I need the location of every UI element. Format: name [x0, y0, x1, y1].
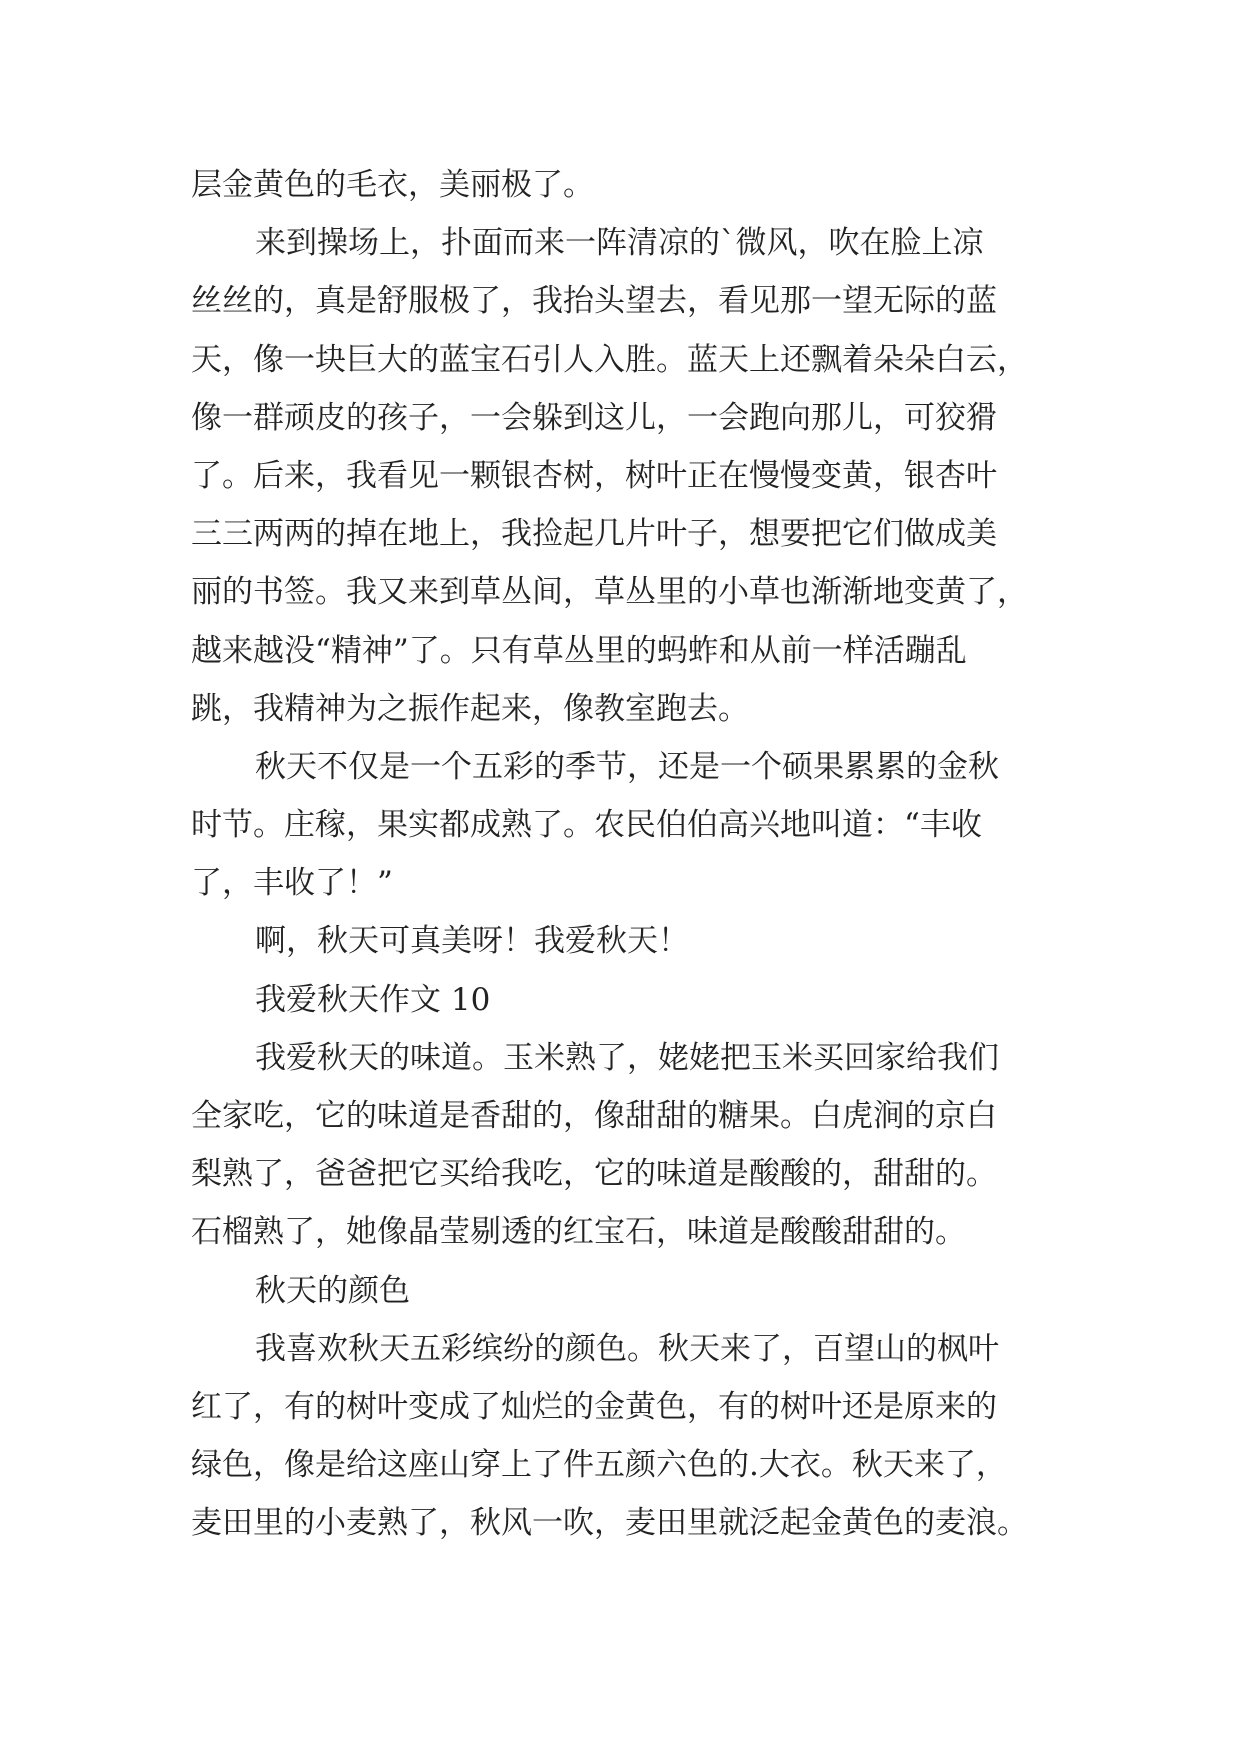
text-line: 我爱秋天作文 10 [255, 981, 491, 1018]
text-line: 我爱秋天的味道。玉米熟了，姥姥把玉米买回家给我们 [255, 1039, 999, 1076]
text-line: 我喜欢秋天五彩缤纷的颜色。秋天来了，百望山的枫叶 [255, 1330, 999, 1367]
text-line: 啊，秋天可真美呀！我爱秋天！ [255, 923, 689, 960]
text-line: 来到操场上，扑面而来一阵清凉的`微风，吹在脸上凉 [255, 225, 984, 262]
text-line: 了。后来，我看见一颗银杏树，树叶正在慢慢变黄，银杏叶 [191, 457, 997, 494]
text-line: 梨熟了，爸爸把它买给我吃，它的味道是酸酸的，甜甜的。 [191, 1156, 997, 1193]
text-line: 跳，我精神为之振作起来，像教室跑去。 [191, 690, 749, 727]
text-line: 越来越没“精神”了。只有草丛里的蚂蚱和从前一样活蹦乱 [191, 632, 967, 669]
text-line: 绿色，像是给这座山穿上了件五颜六色的.大衣。秋天来了， [191, 1447, 1007, 1484]
text-line: 三三两两的掉在地上，我捡起几片叶子，想要把它们做成美 [191, 516, 997, 553]
text-line: 天，像一块巨大的蓝宝石引人入胜。蓝天上还飘着朵朵白云， [191, 341, 1028, 378]
text-line: 全家吃，它的味道是香甜的，像甜甜的糖果。白虎涧的京白 [191, 1098, 997, 1134]
body-text [191, 156, 1091, 1553]
text-line: 像一群顽皮的孩子，一会躲到这儿，一会跑向那儿，可狡猾 [191, 399, 997, 436]
text-line: 石榴熟了，她像晶莹剔透的红宝石，味道是酸酸甜甜的。 [191, 1214, 966, 1251]
text-line: 麦田里的小麦熟了，秋风一吹，麦田里就泛起金黄色的麦浪。 [191, 1505, 1028, 1542]
text-line: 秋天的颜色 [255, 1272, 410, 1309]
text-line: 秋天不仅是一个五彩的季节，还是一个硕果累累的金秋 [255, 748, 999, 785]
text-line: 层金黄色的毛衣，美丽极了。 [191, 167, 594, 203]
text-line: 时节。庄稼，果实都成熟了。农民伯伯高兴地叫道：“丰收 [191, 807, 982, 844]
text-line: 丝丝的，真是舒服极了，我抬头望去，看见那一望无际的蓝 [191, 283, 997, 320]
text-line: 红了，有的树叶变成了灿烂的金黄色，有的树叶还是原来的 [191, 1388, 997, 1425]
text-line: 丽的书签。我又来到草丛间，草丛里的小草也渐渐地变黄了， [191, 574, 1028, 611]
text-line: 了，丰收了！” [191, 865, 393, 902]
